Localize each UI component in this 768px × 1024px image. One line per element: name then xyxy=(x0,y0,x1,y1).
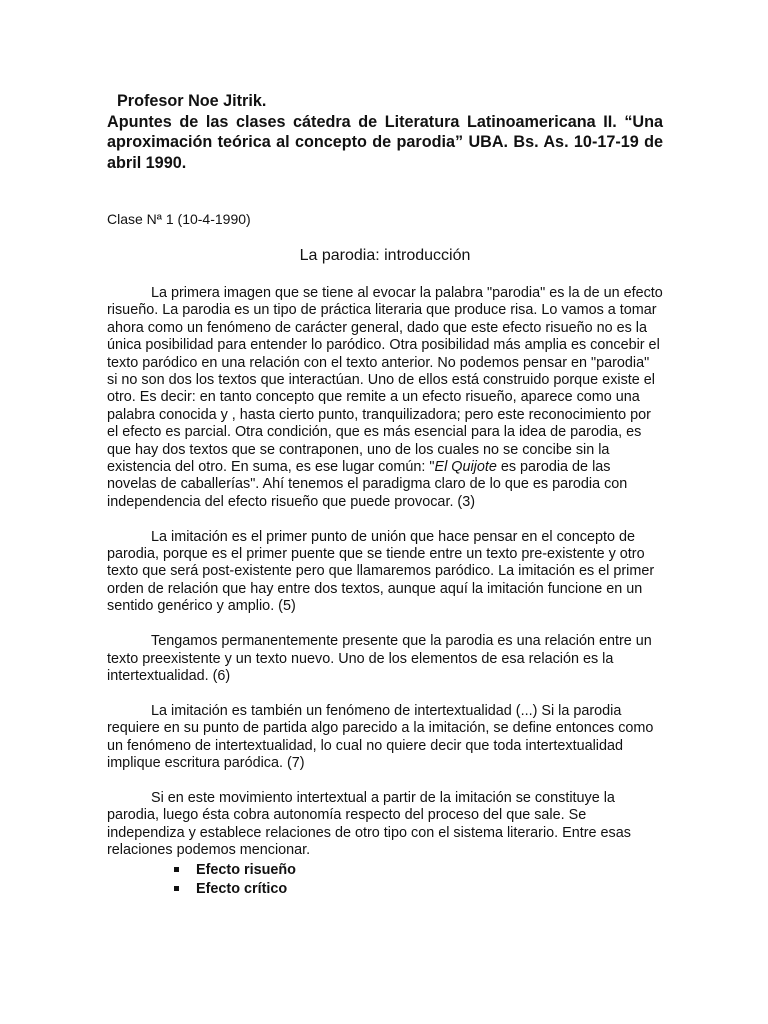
class-date: Clase Nª 1 (10-4-1990) xyxy=(107,211,251,227)
bullet-item xyxy=(174,861,663,880)
quijote-title: El Quijote xyxy=(434,459,497,476)
document-header xyxy=(107,91,663,173)
square-bullet-icon xyxy=(174,867,179,872)
bullet-item xyxy=(174,880,663,899)
paragraph-1 xyxy=(107,285,663,511)
author-name: Profesor Noe Jitrik. xyxy=(117,92,267,110)
bullet-label: Efecto risueño xyxy=(196,862,296,879)
paragraph-5: Si en este movimiento intertextual a partir de la imitación se constituye la parodia, luego ésta cobra autonomía respecto del proceso del que sale. Se independiza y establece relaciones de otro tipo con el sistema literario. Entre esas relaciones podemos mencionar. xyxy=(107,789,631,858)
paragraph-4: La imitación es también un fenómeno de intertextualidad (...) Si la parodia requiere en su punto de partida algo parecido a la imitación, se define entonces como un fenómeno de intertextualidad, lo cual no quiere decir que toda intertextualidad implique escritura paródica. (7) xyxy=(107,702,654,771)
section-title: La parodia: introducción xyxy=(299,247,471,264)
body-text xyxy=(107,285,663,898)
paragraph-2: La imitación es el primer punto de unión que hace pensar en el concepto de parodia, porque es el primer puente que se tiende entre un texto pre-existente y otro texto que será post-existente pero que llamaremos paródico. La imitación es el primer orden de relación que hay entre dos textos, aunque aquí la imitación funcione en un sentido genérico y amplio. (5) xyxy=(107,528,655,615)
citation: Apuntes de las clases cátedra de Literatura Latinoamericana II. “Una aproximación teórica al concepto de parodia” UBA. Bs. As. 10-17-19 de abril 1990. xyxy=(107,112,663,172)
paragraph-1-text-a: La primera imagen que se tiene al evocar la palabra "parodia" es la de un efecto risueño. La parodia es un tipo de práctica literaria que produce risa. Lo vamos a tomar ahora como un fenómeno de carácter general, dado que este efecto risueño no es la única posibilidad para entender lo paródico. Otra posibilidad más amplia es concebir el texto paródico en una relación con el texto anterior. No podemos pensar en "parodia" si no son dos los textos que interactúan. Uno de ellos está construido porque existe el otro. Es decir: en tanto concepto que remite a un efecto risueño, aparece como una palabra conocida y , hasta cierto punto, tranquilizadora; pero este reconocimiento por el efecto es parcial. Otra condición, que es más esencial para la idea de parodia, es que hay dos textos que se contraponen, uno de los cuales no se concibe sin la existencia del otro. En suma, es ese lugar común: " xyxy=(107,285,663,476)
paragraph-1-text-b: es parodia de las novelas de caballerías". Ahí tenemos el paradigma claro de lo que es parodia con independencia del efecto risueño que puede provocar. (3) xyxy=(107,459,628,510)
bullet-label: Efecto crítico xyxy=(196,880,288,897)
square-bullet-icon xyxy=(174,886,179,891)
paragraph-3: Tengamos permanentemente presente que la parodia es una relación entre un texto preexistente y un texto nuevo. Uno de los elementos de esa relación es la intertextualidad. (6) xyxy=(107,633,652,684)
bullet-list xyxy=(107,861,663,898)
